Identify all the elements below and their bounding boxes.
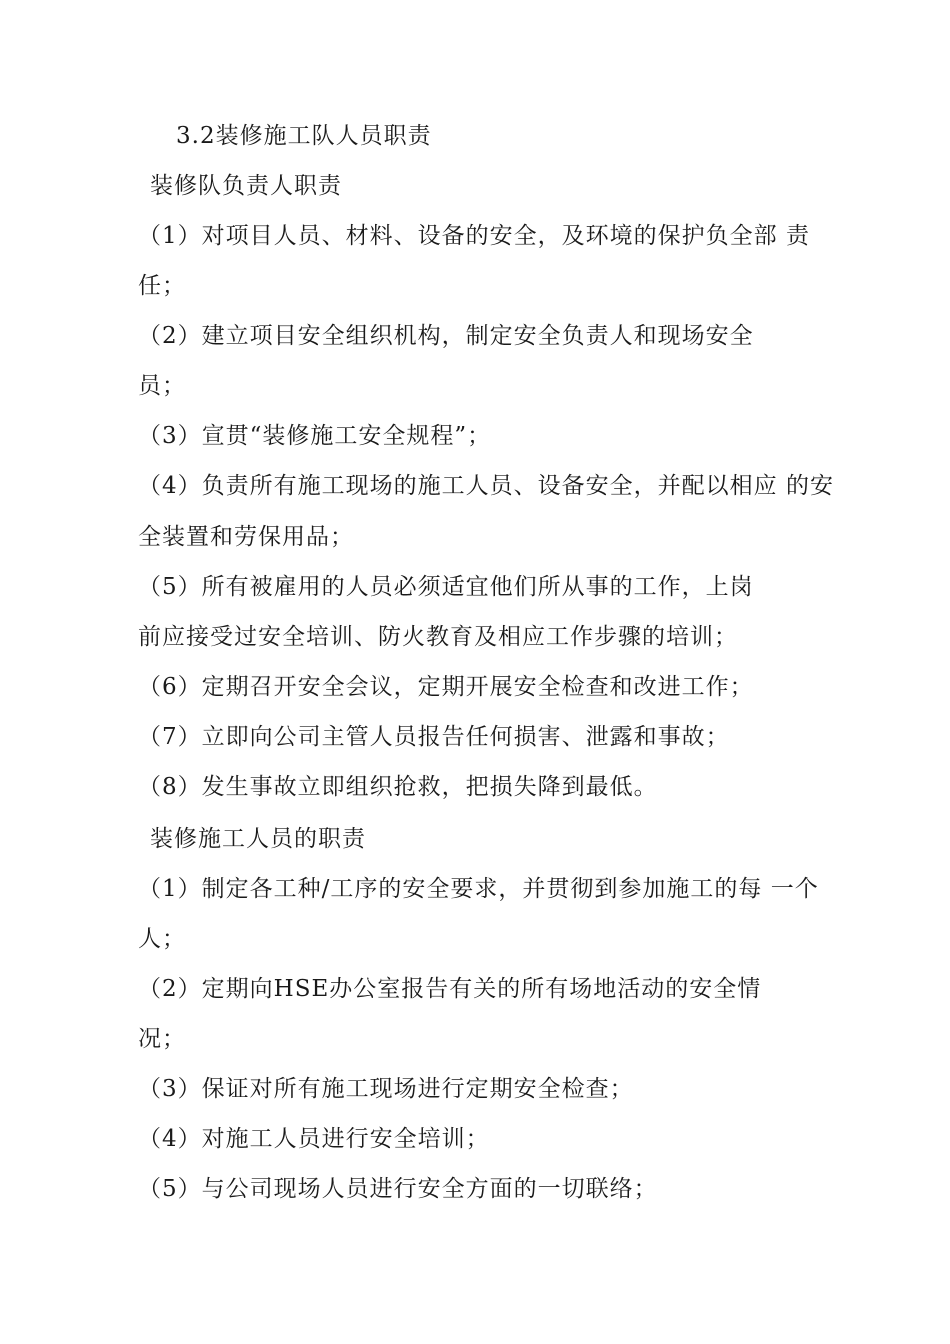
leader-line-7: 全装置和劳保用品； (138, 524, 354, 550)
worker-line-2: 人； (138, 926, 186, 952)
leader-heading: 装修队负责人职责 (150, 173, 342, 199)
worker-line-4: 况； (138, 1026, 186, 1052)
leader-line-12: （8）发生事故立即组织抢救，把损失降到最低。 (138, 774, 658, 800)
worker-line-6: （4）对施工人员进行安全培训； (138, 1126, 490, 1152)
leader-line-8: （5）所有被雇用的人员必须适宜他们所从事的工作，上岗 (138, 574, 754, 600)
leader-line-9: 前应接受过安全培训、防火教育及相应工作步骤的培训； (138, 624, 738, 650)
leader-line-3: （2）建立项目安全组织机构，制定安全负责人和现场安全 (138, 323, 754, 349)
leader-line-2: 任； (138, 273, 186, 299)
leader-line-10: （6）定期召开安全会议，定期开展安全检查和改进工作； (138, 674, 754, 700)
leader-line-6: （4）负责所有施工现场的施工人员、设备安全，并配以相应 的安 (138, 473, 834, 499)
worker-line-7: （5）与公司现场人员进行安全方面的一切联络； (138, 1176, 658, 1202)
worker-line-5: （3）保证对所有施工现场进行定期安全检查； (138, 1076, 634, 1102)
leader-line-11: （7）立即向公司主管人员报告任何损害、泄露和事故； (138, 724, 730, 750)
section-title: 3.2装修施工队人员职责 (176, 123, 432, 149)
leader-line-1: （1）对项目人员、材料、设备的安全，及环境的保护负全部 责 (138, 223, 810, 249)
worker-line-1: （1）制定各工种/工序的安全要求，并贯彻到参加施工的每 一个 (138, 876, 819, 902)
leader-line-5: （3）宣贯“装修施工安全规程”； (138, 423, 492, 449)
worker-heading: 装修施工人员的职责 (150, 826, 366, 852)
worker-line-3: （2）定期向HSE办公室报告有关的所有场地活动的安全情 (138, 976, 762, 1002)
leader-line-4: 员； (138, 373, 186, 399)
